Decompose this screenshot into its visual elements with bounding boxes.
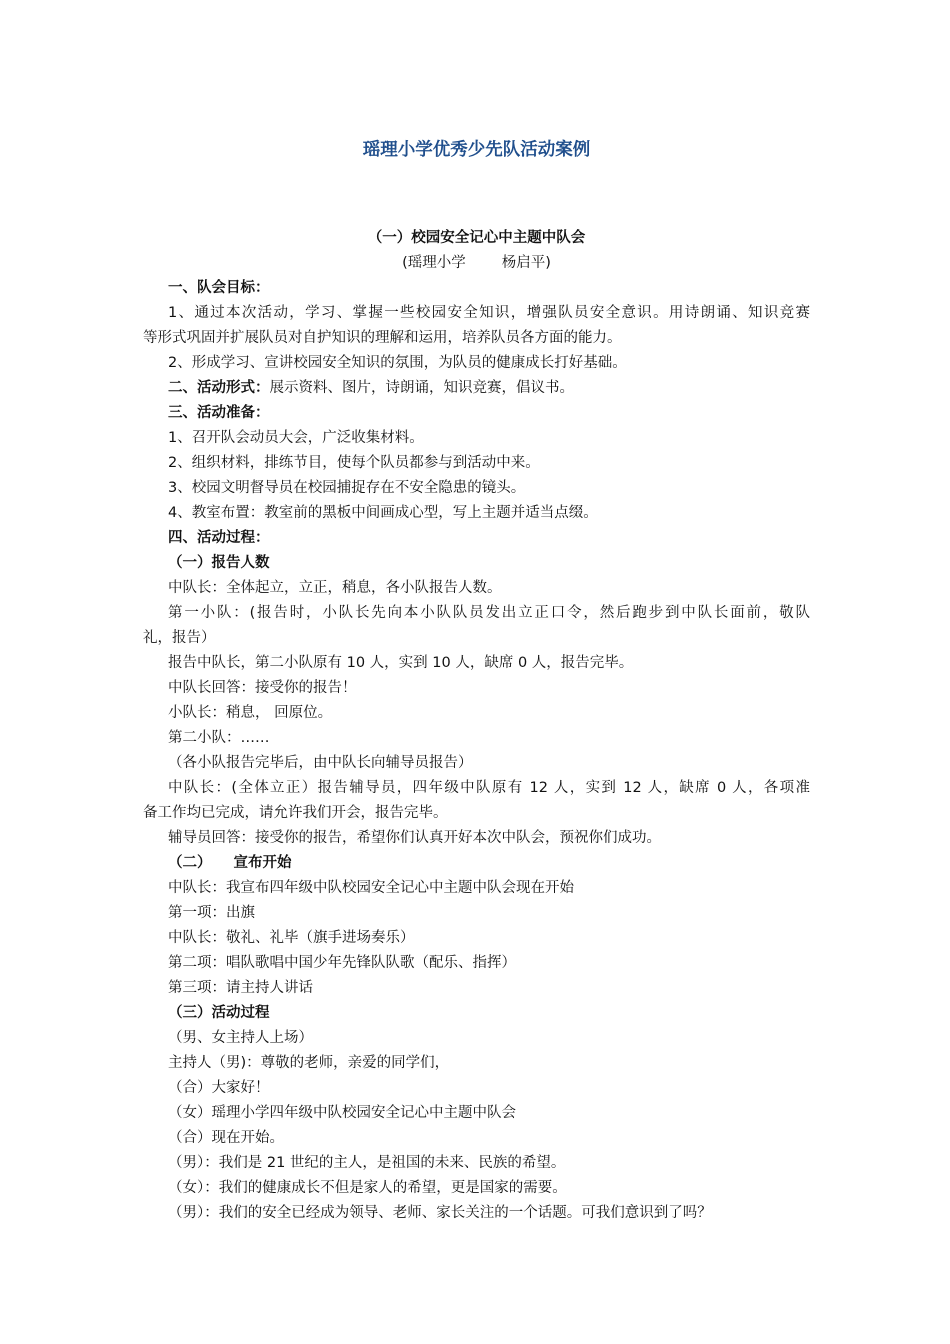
paragraph: 中队长：敬礼、礼毕（旗手进场奏乐） (168, 930, 415, 946)
paragraph: （男）：我们是 21 世纪的主人，是祖国的未来、民族的希望。 (168, 1155, 566, 1171)
prep-item-2: 2、组织材料，排练节目，使每个队员都参与到活动中来。 (168, 455, 540, 471)
prep-heading: 三、活动准备： (168, 405, 270, 421)
section-title: （一）校园安全记心中主题中队会 (367, 230, 586, 246)
subsection-2-heading (143, 851, 810, 876)
document-title: 瑶理小学优秀少先队活动案例 (362, 140, 591, 160)
paragraph: 中队长回答：接受你的报告！ (168, 680, 357, 696)
goal-1-line1: 1、通过本次活动，学习、掌握一些校园安全知识，增强队员安全意识。用诗朗诵、知识竞赛 (168, 305, 810, 321)
prep-item-4: 4、教室布置：教室前的黑板中间画成心型，写上主题并适当点缀。 (168, 505, 598, 521)
paragraph: （女）瑶理小学四年级中队校园安全记心中主题中队会 (168, 1105, 516, 1121)
paragraph: 中队长：我宣布四年级中队校园安全记心中主题中队会现在开始 (168, 880, 574, 896)
form-line (143, 376, 810, 401)
paragraph: 中队长：全体起立，立正，稍息，各小队报告人数。 (168, 580, 502, 596)
paragraph: 第三项：请主持人讲话 (168, 980, 313, 996)
goal-2: 2、形成学习、宣讲校园安全知识的氛围，为队员的健康成长打好基础。 (168, 355, 627, 371)
paragraph-line1: 第一小队：(报告时，小队长先向本小队队员发出立正口令，然后跑步到中队长面前，敬队 (168, 605, 810, 621)
paragraph: （合）大家好！ (168, 1080, 270, 1096)
document-body (143, 226, 810, 1226)
form-label: 二、活动形式： (168, 380, 270, 396)
goal-heading: 一、队会目标： (168, 280, 270, 296)
paragraph: （男、女主持人上场） (168, 1030, 313, 1046)
subsection-2-text: 宣布开始 (233, 855, 292, 871)
paragraph: 报告中队长，第二小队原有 10 人，实到 10 人，缺席 0 人，报告完毕。 (168, 655, 634, 671)
prep-item-3: 3、校园文明督导员在校园捕捉存在不安全隐患的镜头。 (168, 480, 526, 496)
paragraph: （合）现在开始。 (168, 1130, 284, 1146)
byline-author: 杨启平) (501, 255, 551, 271)
subsection-1-heading: （一）报告人数 (168, 555, 270, 571)
paragraph: 小队长：稍息， 回原位。 (168, 705, 333, 721)
paragraph: （各小队报告完毕后，由中队长向辅导员报告） (168, 755, 473, 771)
prep-item-1: 1、召开队会动员大会，广泛收集材料。 (168, 430, 424, 446)
paragraph: 第二小队：…… (168, 730, 270, 746)
paragraph-line2: 礼，报告） (143, 630, 216, 646)
form-text: 展示资料、图片，诗朗诵，知识竞赛，倡议书。 (269, 380, 574, 396)
goal-1-line2: 等形式巩固并扩展队员对自护知识的理解和运用，培养队员各方面的能力。 (143, 330, 622, 346)
paragraph: 主持人（男)：尊敬的老师，亲爱的同学们， (168, 1055, 450, 1071)
paragraph: （男）：我们的安全已经成为领导、老师、家长关注的一个话题。可我们意识到了吗？ (168, 1205, 712, 1221)
paragraph: 辅导员回答：接受你的报告，希望你们认真开好本次中队会，预祝你们成功。 (168, 830, 661, 846)
process-heading: 四、活动过程： (168, 530, 270, 546)
byline (143, 251, 810, 276)
paragraph: 第二项：唱队歌唱中国少年先锋队队歌（配乐、指挥） (168, 955, 516, 971)
paragraph: 第一项：出旗 (168, 905, 255, 921)
paragraph: （女）：我们的健康成长不但是家人的希望，更是国家的需要。 (168, 1180, 567, 1196)
paragraph-line2: 备工作均已完成，请允许我们开会，报告完毕。 (143, 805, 448, 821)
byline-school: (瑶理小学 (402, 255, 466, 271)
subsection-2-number: （二） (168, 855, 212, 871)
paragraph-line1: 中队长：(全体立正）报告辅导员，四年级中队原有 12 人，实到 12 人，缺席 0 人，各项准 (168, 780, 810, 796)
subsection-3-heading: （三）活动过程 (168, 1005, 270, 1021)
